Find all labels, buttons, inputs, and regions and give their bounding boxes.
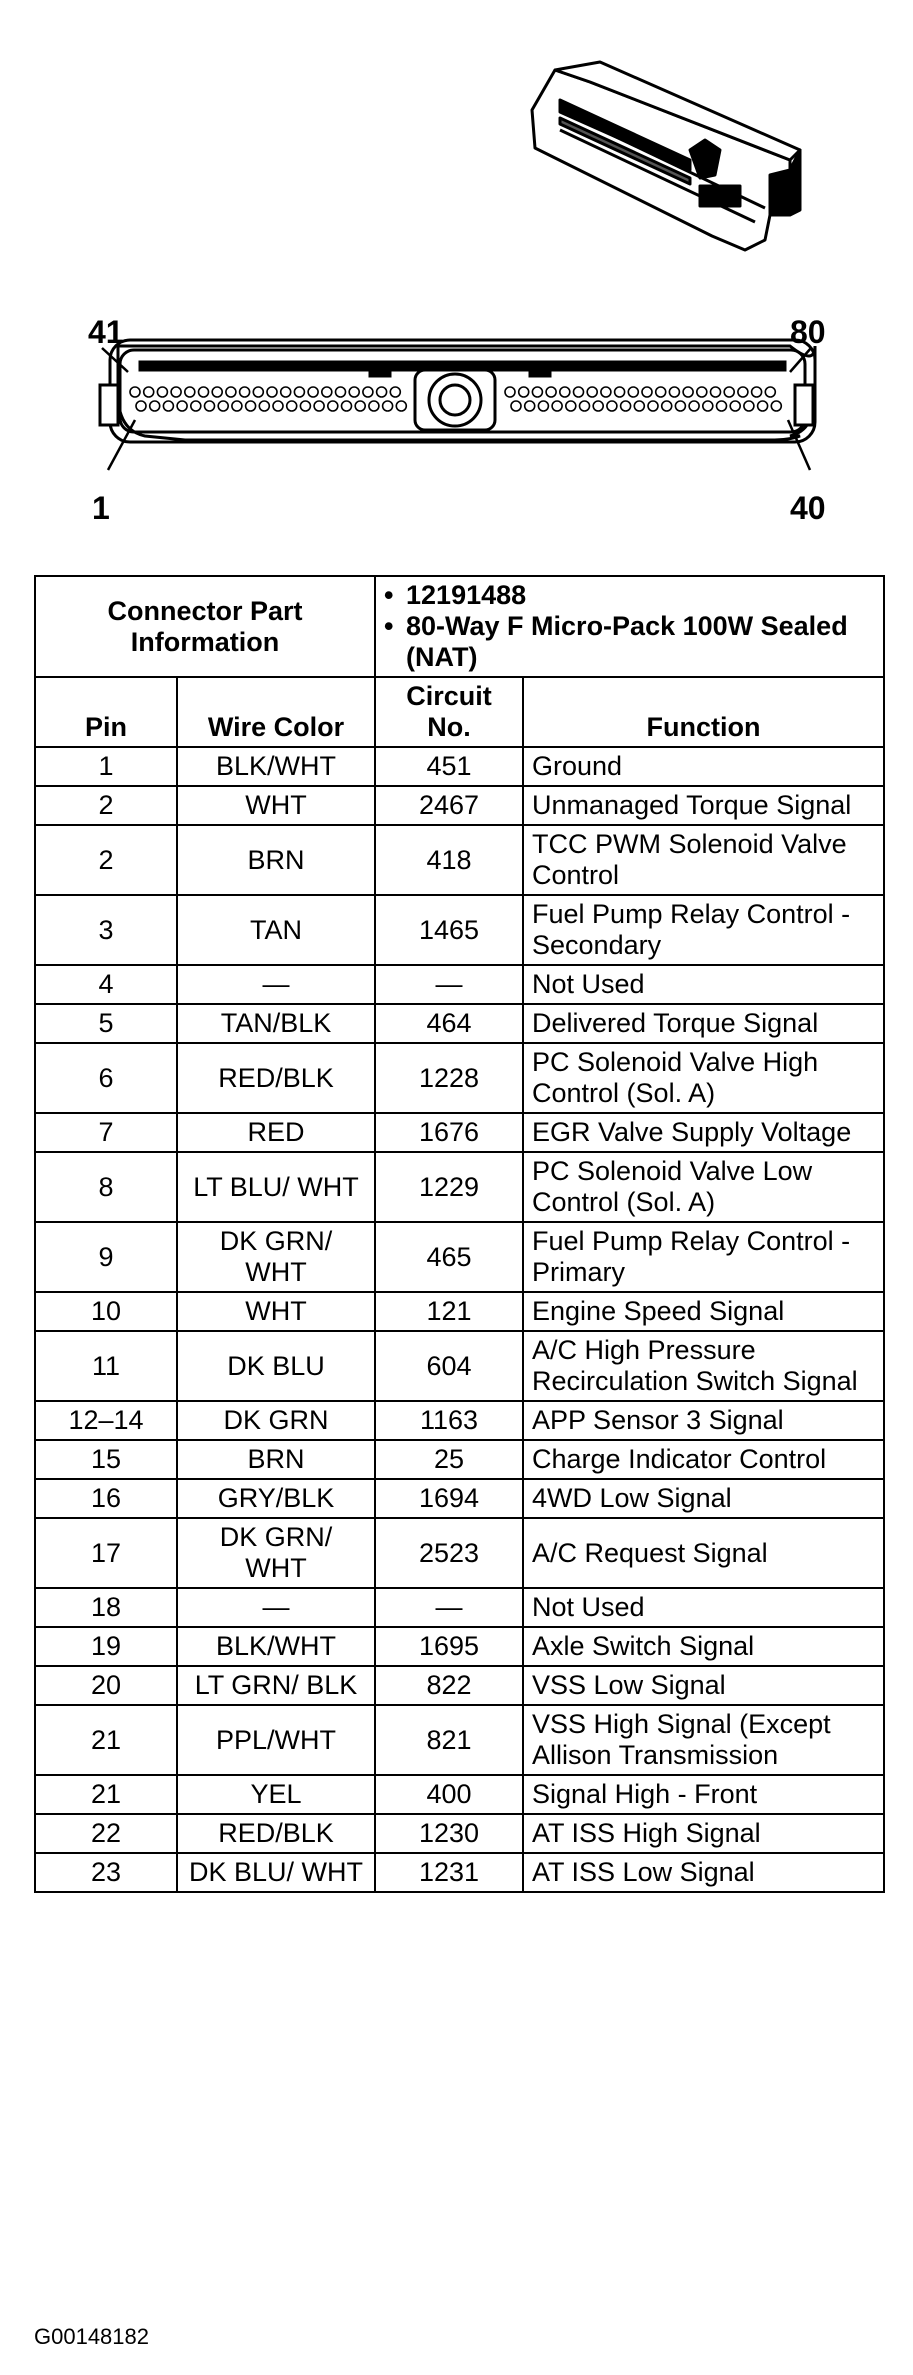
circuit-cell: 604: [375, 1331, 523, 1401]
circuit-cell: 2467: [375, 786, 523, 825]
pin-contact: [246, 401, 256, 411]
pin-contact: [711, 387, 721, 397]
pin-cell: 1: [35, 747, 177, 786]
circuit-cell: 1465: [375, 895, 523, 965]
function-cell: Ground: [523, 747, 884, 786]
part-number: 12191488: [406, 580, 527, 610]
circuit-cell: 1163: [375, 1401, 523, 1440]
connector-illustration: [0, 0, 913, 560]
pin-cell: 8: [35, 1152, 177, 1222]
wire-color-cell: WHT: [177, 786, 375, 825]
function-cell: AT ISS Low Signal: [523, 1853, 884, 1892]
pin-contact: [607, 401, 617, 411]
pin-contact: [730, 401, 740, 411]
wire-color-cell: LT BLU/ WHT: [177, 1152, 375, 1222]
pin-contact: [669, 387, 679, 397]
bullet-icon: •: [384, 611, 394, 641]
pin-contact: [546, 387, 556, 397]
pin-contact: [273, 401, 283, 411]
column-header-row: [35, 677, 884, 747]
table-row: [35, 1113, 884, 1152]
function-cell: A/C High Pressure Recirculation Switch Signal: [523, 1331, 884, 1401]
pin-contact: [525, 401, 535, 411]
circuit-cell: 1695: [375, 1627, 523, 1666]
pin-contact: [765, 387, 775, 397]
table-row: [35, 1331, 884, 1401]
pin-contact: [538, 401, 548, 411]
pin-contact: [322, 387, 332, 397]
pinout-body: [35, 747, 884, 1892]
function-cell: Signal High - Front: [523, 1775, 884, 1814]
pin-contact: [574, 387, 584, 397]
pin-cell: 12–14: [35, 1401, 177, 1440]
pin-contact: [218, 401, 228, 411]
pin-contact: [601, 387, 611, 397]
pin-contact: [724, 387, 734, 397]
pin-contact: [267, 387, 277, 397]
table-row: [35, 1152, 884, 1222]
circuit-cell: 1228: [375, 1043, 523, 1113]
pin-contact: [505, 387, 515, 397]
table-row: [35, 1292, 884, 1331]
function-cell: Fuel Pump Relay Control - Secondary: [523, 895, 884, 965]
pin-contact: [150, 401, 160, 411]
circuit-cell: 2523: [375, 1518, 523, 1588]
circuit-cell: 121: [375, 1292, 523, 1331]
wire-color-cell: DK BLU: [177, 1331, 375, 1401]
wire-color-cell: GRY/BLK: [177, 1479, 375, 1518]
pin-contact: [566, 401, 576, 411]
circuit-cell: 1229: [375, 1152, 523, 1222]
pin-contact: [287, 401, 297, 411]
table-row: [35, 895, 884, 965]
pin-cell: 16: [35, 1479, 177, 1518]
pin-contact: [703, 401, 713, 411]
pin-contact: [259, 401, 269, 411]
pin-contact: [621, 401, 631, 411]
pinout-table: [34, 575, 885, 1893]
pin-contact: [587, 387, 597, 397]
wire-color-cell: BLK/WHT: [177, 1627, 375, 1666]
function-cell: PC Solenoid Valve Low Control (Sol. A): [523, 1152, 884, 1222]
wire-color-cell: DK GRN/ WHT: [177, 1222, 375, 1292]
pin-cell: 5: [35, 1004, 177, 1043]
pin-contact: [144, 387, 154, 397]
table-row: [35, 965, 884, 1004]
circuit-cell: 465: [375, 1222, 523, 1292]
pin-contact: [349, 387, 359, 397]
pin-cell: 18: [35, 1588, 177, 1627]
pin-cell: 23: [35, 1853, 177, 1892]
pin-contact: [163, 401, 173, 411]
wire-color-cell: TAN/BLK: [177, 1004, 375, 1043]
pin-contact: [580, 401, 590, 411]
bullet-icon: •: [384, 580, 394, 610]
pin-contact: [593, 401, 603, 411]
table-row: [35, 1705, 884, 1775]
circuit-cell: —: [375, 1588, 523, 1627]
pin-cell: 21: [35, 1775, 177, 1814]
circuit-cell: 451: [375, 747, 523, 786]
function-cell: TCC PWM Solenoid Valve Control: [523, 825, 884, 895]
pin-contact: [185, 387, 195, 397]
pin-contact: [157, 387, 167, 397]
figure-code: G00148182: [34, 2324, 149, 2349]
pin-contact: [377, 387, 387, 397]
wire-color-cell: RED/BLK: [177, 1814, 375, 1853]
pin-contact: [396, 401, 406, 411]
pin-contact: [281, 387, 291, 397]
wire-color-cell: —: [177, 965, 375, 1004]
function-cell: Charge Indicator Control: [523, 1440, 884, 1479]
circuit-cell: 1694: [375, 1479, 523, 1518]
function-cell: APP Sensor 3 Signal: [523, 1401, 884, 1440]
pin-contact: [642, 387, 652, 397]
pin-contact: [689, 401, 699, 411]
pin-contact: [355, 401, 365, 411]
pin-cell: 4: [35, 965, 177, 1004]
pin-label-41: 41: [88, 314, 124, 350]
pin-contact: [212, 387, 222, 397]
pin-contact: [240, 387, 250, 397]
wire-color-cell: DK BLU/ WHT: [177, 1853, 375, 1892]
pin-contact: [717, 401, 727, 411]
connector-body-3d: [532, 62, 800, 250]
function-cell: VSS Low Signal: [523, 1666, 884, 1705]
circuit-cell: 1231: [375, 1853, 523, 1892]
pin-cell: 22: [35, 1814, 177, 1853]
circuit-cell: 418: [375, 825, 523, 895]
function-cell: Not Used: [523, 965, 884, 1004]
pin-cell: 20: [35, 1666, 177, 1705]
function-cell: PC Solenoid Valve High Control (Sol. A): [523, 1043, 884, 1113]
table-row: [35, 747, 884, 786]
table-row: [35, 1588, 884, 1627]
wire-color-cell: WHT: [177, 1292, 375, 1331]
connector-desc-line: [384, 611, 875, 673]
pin-contact: [226, 387, 236, 397]
part-number-line: [384, 580, 875, 611]
function-cell: AT ISS High Signal: [523, 1814, 884, 1853]
table-row: [35, 1004, 884, 1043]
pin-contact: [675, 401, 685, 411]
pin-contact: [519, 387, 529, 397]
table-row: [35, 1627, 884, 1666]
connector-spec: [375, 576, 884, 677]
pin-contact: [130, 387, 140, 397]
function-cell: VSS High Signal (Except Allison Transmission: [523, 1705, 884, 1775]
connector-diagram: [0, 0, 913, 560]
pin-cell: 9: [35, 1222, 177, 1292]
pin-contact: [628, 387, 638, 397]
pin-contact: [177, 401, 187, 411]
pin-contact: [369, 401, 379, 411]
pin-contact: [363, 387, 373, 397]
pin-contact: [771, 401, 781, 411]
circuit-cell: 1676: [375, 1113, 523, 1152]
connector-info-row: [35, 576, 884, 677]
pin-contact: [253, 387, 263, 397]
pin-cell: 17: [35, 1518, 177, 1588]
circuit-cell: 464: [375, 1004, 523, 1043]
pin-contact: [199, 387, 209, 397]
table-row: [35, 825, 884, 895]
pin-contact: [656, 387, 666, 397]
function-cell: EGR Valve Supply Voltage: [523, 1113, 884, 1152]
wire-color-cell: BRN: [177, 1440, 375, 1479]
pin-contact: [634, 401, 644, 411]
wire-color-cell: —: [177, 1588, 375, 1627]
header-function: Function: [523, 677, 884, 747]
pin-contact: [300, 401, 310, 411]
pin-contact: [697, 387, 707, 397]
header-circuit: Circuit No.: [375, 677, 523, 747]
circuit-cell: 1230: [375, 1814, 523, 1853]
pin-contact: [171, 387, 181, 397]
pin-cell: 2: [35, 825, 177, 895]
function-cell: 4WD Low Signal: [523, 1479, 884, 1518]
table-row: [35, 786, 884, 825]
table-row: [35, 1440, 884, 1479]
table-row: [35, 1775, 884, 1814]
pin-contact: [552, 401, 562, 411]
pin-contact: [683, 387, 693, 397]
pin-contact: [232, 401, 242, 411]
pin-contact: [328, 401, 338, 411]
connector-part-information: Connector Part Information: [35, 576, 375, 677]
pin-contact: [648, 401, 658, 411]
header-wire-color: Wire Color: [177, 677, 375, 747]
wire-color-cell: RED/BLK: [177, 1043, 375, 1113]
pin-contact: [390, 387, 400, 397]
wire-color-cell: RED: [177, 1113, 375, 1152]
pin-contact: [738, 387, 748, 397]
function-cell: Unmanaged Torque Signal: [523, 786, 884, 825]
pin-contact: [205, 401, 215, 411]
pin-cell: 21: [35, 1705, 177, 1775]
table-row: [35, 1222, 884, 1292]
function-cell: Fuel Pump Relay Control - Primary: [523, 1222, 884, 1292]
pin-contact: [560, 387, 570, 397]
pin-cell: 3: [35, 895, 177, 965]
table-row: [35, 1518, 884, 1588]
pin-cell: 19: [35, 1627, 177, 1666]
function-cell: A/C Request Signal: [523, 1518, 884, 1588]
wire-color-cell: DK GRN: [177, 1401, 375, 1440]
pin-contact: [383, 401, 393, 411]
pin-contact: [511, 401, 521, 411]
circuit-cell: —: [375, 965, 523, 1004]
table-row: [35, 1043, 884, 1113]
wire-color-cell: BLK/WHT: [177, 747, 375, 786]
pin-contact: [615, 387, 625, 397]
connector-description: 80-Way F Micro-Pack 100W Sealed (NAT): [406, 611, 848, 672]
table-row: [35, 1479, 884, 1518]
pin-cell: 15: [35, 1440, 177, 1479]
table-row: [35, 1853, 884, 1892]
pin-contact: [336, 387, 346, 397]
pin-contact: [136, 401, 146, 411]
pin-contact: [342, 401, 352, 411]
pin-contact: [758, 401, 768, 411]
wire-color-cell: DK GRN/ WHT: [177, 1518, 375, 1588]
table-row: [35, 1814, 884, 1853]
pin-label-1: 1: [92, 490, 110, 526]
circuit-cell: 821: [375, 1705, 523, 1775]
table-row: [35, 1401, 884, 1440]
wire-color-cell: PPL/WHT: [177, 1705, 375, 1775]
function-cell: Engine Speed Signal: [523, 1292, 884, 1331]
circuit-cell: 822: [375, 1666, 523, 1705]
wire-color-cell: TAN: [177, 895, 375, 965]
pin-contact: [662, 401, 672, 411]
wire-color-cell: BRN: [177, 825, 375, 895]
pin-contact: [308, 387, 318, 397]
wire-color-cell: YEL: [177, 1775, 375, 1814]
circuit-cell: 400: [375, 1775, 523, 1814]
function-cell: Axle Switch Signal: [523, 1627, 884, 1666]
pin-label-80: 80: [790, 314, 826, 350]
pin-cell: 2: [35, 786, 177, 825]
header-pin: Pin: [35, 677, 177, 747]
pin-cell: 6: [35, 1043, 177, 1113]
pin-label-40: 40: [790, 490, 826, 526]
circuit-cell: 25: [375, 1440, 523, 1479]
function-cell: Not Used: [523, 1588, 884, 1627]
wire-color-cell: LT GRN/ BLK: [177, 1666, 375, 1705]
pin-contact: [191, 401, 201, 411]
pin-contact: [294, 387, 304, 397]
pin-contact: [532, 387, 542, 397]
pin-cell: 10: [35, 1292, 177, 1331]
pin-contact: [752, 387, 762, 397]
table-row: [35, 1666, 884, 1705]
pin-cell: 7: [35, 1113, 177, 1152]
function-cell: Delivered Torque Signal: [523, 1004, 884, 1043]
pin-contact: [744, 401, 754, 411]
pin-contact: [314, 401, 324, 411]
pin-cell: 11: [35, 1331, 177, 1401]
